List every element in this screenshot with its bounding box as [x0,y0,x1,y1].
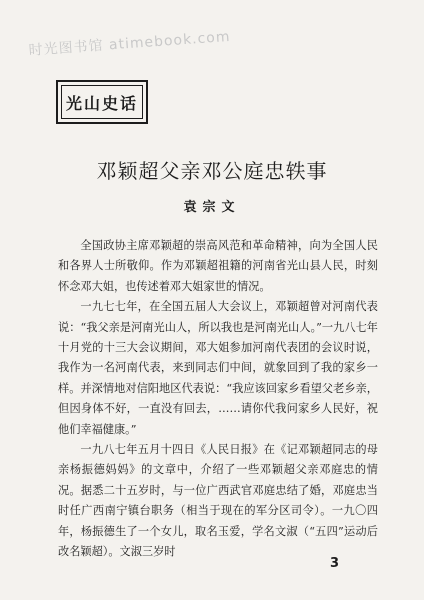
page-number: 3 [330,556,340,571]
paragraph: 一九七七年，在全国五届人大会议上，邓颖超曾对河南代表说：“我父亲是河南光山人，所以我也是河南光山人。”一九八七年十月党的十三大会议期间，邓大姐参加河南代表团的会议时说，我作为一名河南代表，来到同志们中间，就象回到了我的家乡一样。并深情地对信阳地区代表说：“我应该回家乡看望父老乡亲，但因身体不好，一直没有回去，……请你代我问家乡人民好，祝他们幸福健康。” [58,300,378,436]
article-title: 邓颖超父亲邓公庭忠轶事 [96,159,328,183]
column-label: 光山史话 [61,85,143,119]
column-label-box [56,80,148,124]
article-author: 袁宗文 [183,200,241,215]
watermark: 时光图书馆 atimebook.com [28,28,231,59]
article-body [58,236,378,563]
paragraph: 一九八七年五月十四日《人民日报》在《记邓颖超同志的母亲杨振德妈妈》的文章中，介绍了一些邓颖超父亲邓庭忠的情况。据悉二十五岁时，与一位广西武官邓庭忠结了婚，邓庭忠当时任广西南宁镇台职务（相当于现在的军分区司令）。一九〇四年，杨振德生了一个女儿，取名玉爱，学名文淑（“五四”运动后改名颖超）。文淑三岁时 [58,443,378,559]
paragraph: 全国政协主席邓颖超的崇高风范和革命精神，向为全国人民和各界人士所敬仰。作为邓颖超祖籍的河南省光山县人民，时刻怀念邓大姐，也传述着邓大姐家世的情况。 [58,239,378,293]
